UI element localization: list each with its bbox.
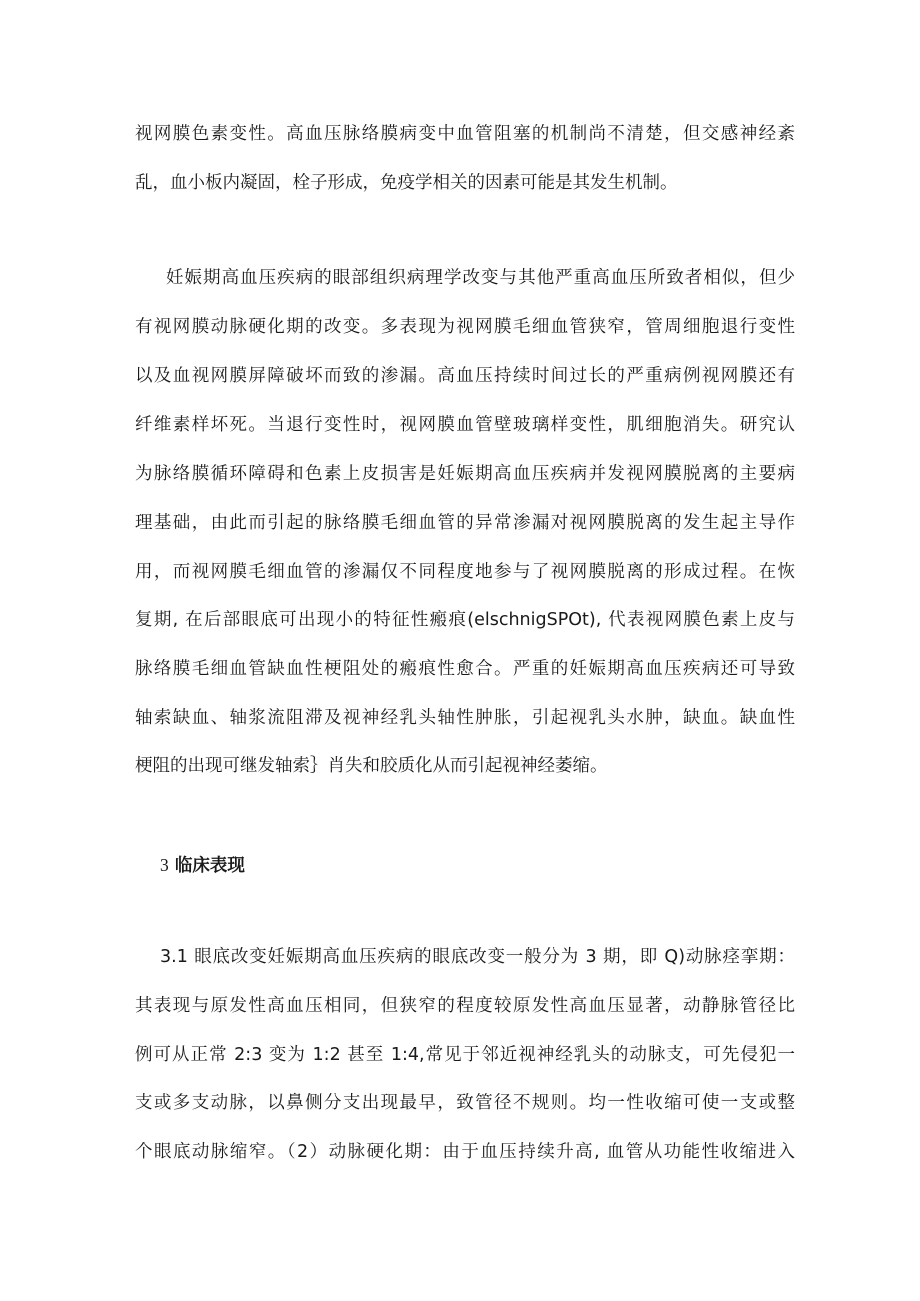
section-heading (160, 853, 245, 878)
section-heading-title: 临床表现 (174, 856, 245, 876)
paragraph-2-line-10: 轴索缺血、轴浆流阻滞及视神经乳头轴性肿胀，引起视乳头水肿，缺血。缺血性 (135, 708, 795, 728)
paragraph-2-line-8: 复期, 在后部眼底可出现小的特征性瘢痕(elschnigSPOt), 代表视网膜色素上皮与 (135, 610, 795, 630)
paragraph-1-line-1: 视网膜色素变性。高血压脉络膜病变中血管阻塞的机制尚不清楚，但交感神经紊 (135, 124, 795, 144)
paragraph-2-line-3: 以及血视网膜屏障破坏而致的渗漏。高血压持续时间过长的严重病例视网膜还有 (135, 366, 795, 386)
paragraph-2-line-4: 纤维素样坏死。当退行变性时，视网膜血管壁玻璃样变性，肌细胞消失。研究认 (135, 415, 795, 435)
paragraph-2-line-11: 梗阻的出现可继发轴索｝肖失和胶质化从而引起视神经萎缩。 (135, 756, 608, 776)
paragraph-2-line-6: 理基础，由此而引起的脉络膜毛细血管的异常渗漏对视网膜脱离的发生起主导作 (135, 513, 795, 533)
paragraph-2-line-9: 脉络膜毛细血管缺血性梗阻处的瘢痕性愈合。严重的妊娠期高血压疾病还可导致 (135, 659, 795, 679)
paragraph-2-line-5: 为脉络膜循环障碍和色素上皮损害是妊娠期高血压疾病并发视网膜脱离的主要病 (135, 464, 795, 484)
paragraph-3-line-5: 个眼底动脉缩窄。（2）动脉硬化期：由于血压持续升高, 血管从功能性收缩进入 (135, 1142, 795, 1162)
paragraph-2-line-2: 有视网膜动脉硬化期的改变。多表现为视网膜毛细血管狭窄，管周细胞退行变性 (135, 317, 795, 337)
paragraph-1-line-2: 乱，血小板内凝固，栓子形成，免疫学相关的因素可能是其发生机制。 (135, 173, 678, 193)
paragraph-3-line-1: 3.1 眼底改变妊娠期高血压疾病的眼底改变一般分为 3 期，即 Q)动脉痉挛期： (160, 947, 795, 967)
paragraph-3-line-3: 例可从正常 2:3 变为 1:2 甚至 1:4,常见于邻近视神经乳头的动脉支，可先侵犯一 (135, 1045, 795, 1065)
paragraph-3-line-4: 支或多支动脉，以鼻侧分支出现最早，致管径不规则。均一性收缩可使一支或整 (135, 1093, 795, 1113)
paragraph-2-line-1: 妊娠期高血压疾病的眼部组织病理学改变与其他严重高血压所致者相似，但少 (166, 268, 795, 288)
paragraph-3-line-2: 其表现与原发性高血压相同，但狭窄的程度较原发性高血压显著，动静脉管径比 (135, 996, 795, 1016)
section-heading-number: 3 (160, 855, 169, 875)
paragraph-2-line-7: 用，而视网膜毛细血管的渗漏仅不同程度地参与了视网膜脱离的形成过程。在恢 (135, 562, 795, 582)
